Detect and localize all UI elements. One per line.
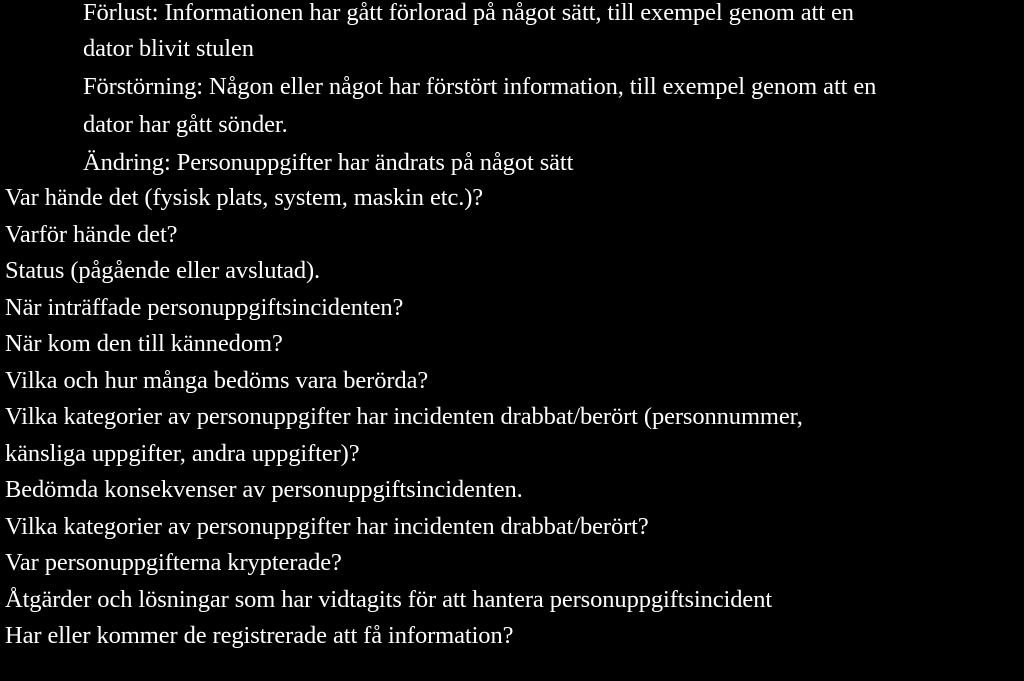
text-line-change-definition: Ändring: Personuppgifter har ändrats på något sätt — [83, 149, 574, 176]
text-line-destruction-cont: dator har gått sönder. — [83, 111, 288, 138]
text-line-inform-registered: Har eller kommer de registrerade att få information? — [5, 622, 514, 649]
text-line-loss-definition-cont: dator blivit stulen — [83, 35, 254, 62]
text-line-status: Status (pågående eller avslutad). — [5, 257, 321, 284]
text-line-why: Varför hände det? — [5, 221, 178, 248]
text-line-categories-repeat: Vilka kategorier av personuppgifter har incidenten drabbat/berört? — [5, 513, 649, 540]
text-line-categories-cont: känsliga uppgifter, andra uppgifter)? — [5, 440, 360, 467]
text-line-categories: Vilka kategorier av personuppgifter har incidenten drabbat/berört (personnummer, — [5, 403, 803, 430]
text-line-destruction-definition: Förstörning: Någon eller något har förstört information, till exempel genom att en — [83, 73, 877, 100]
text-line-encrypted: Var personuppgifterna krypterade? — [5, 549, 342, 576]
text-line-who-affected: Vilka och hur många bedöms vara berörda? — [5, 367, 429, 394]
text-line-loss-definition: Förlust: Informationen har gått förlorad på något sätt, till exempel genom att en — [83, 0, 854, 26]
text-line-consequences: Bedömda konsekvenser av personuppgiftsincidenten. — [5, 476, 523, 503]
text-line-where: Var hände det (fysisk plats, system, maskin etc.)? — [5, 184, 484, 211]
text-line-when-occurred: När inträffade personuppgiftsincidenten? — [5, 294, 404, 321]
text-line-when-known: När kom den till kännedom? — [5, 330, 283, 357]
text-line-measures: Åtgärder och lösningar som har vidtagits för att hantera personuppgiftsincident — [5, 586, 773, 613]
